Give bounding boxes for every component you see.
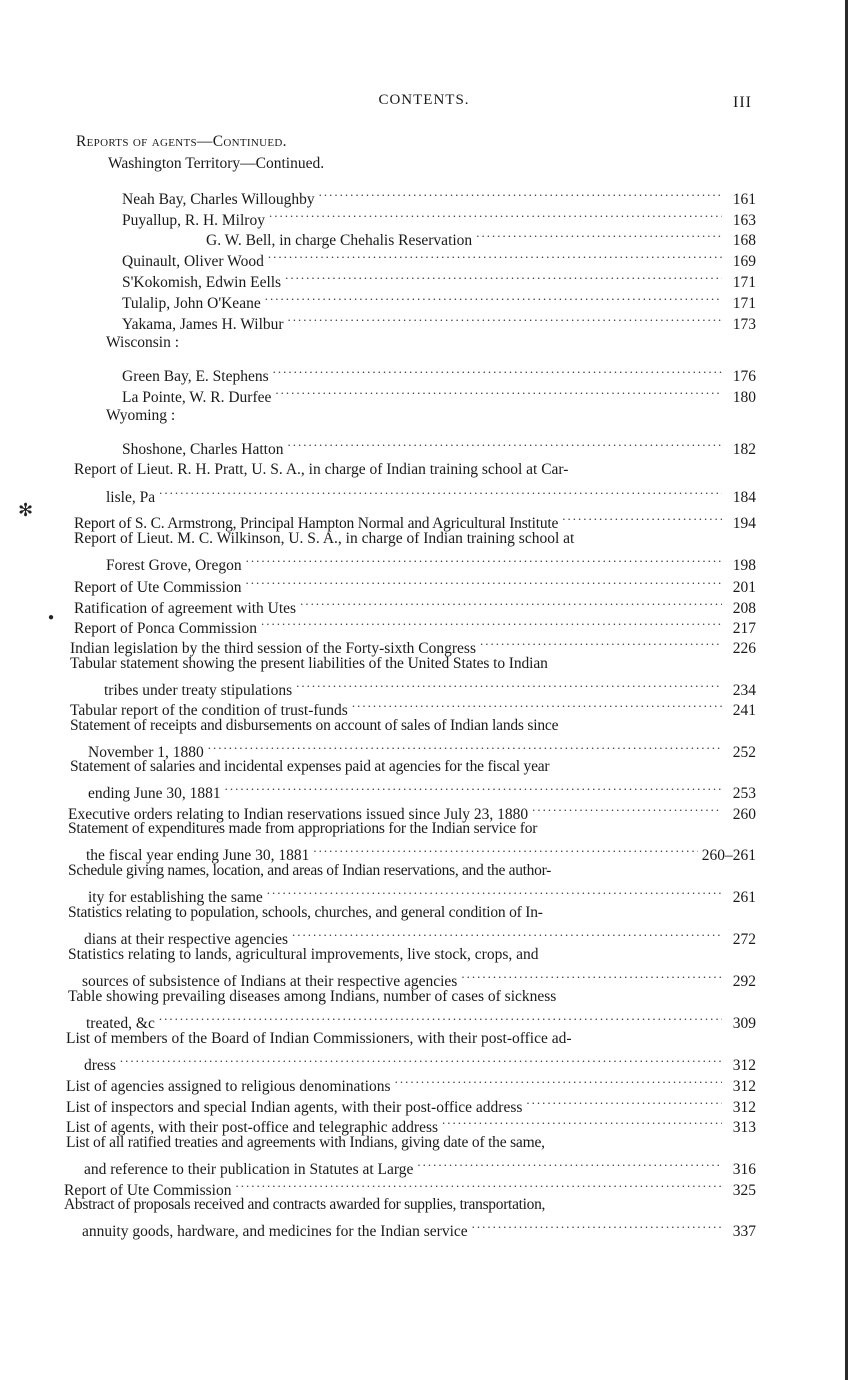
leader-dots (245, 572, 722, 592)
entry-title-line1: Tabular statement showing the present liabilities of the United States to Indian (70, 655, 548, 672)
entry-page: 168 (732, 232, 756, 249)
entry-page: 325 (732, 1182, 756, 1199)
entry-title-line1: Report of Lieut. M. C. Wilkinson, U. S. A., in charge of Indian training school at (74, 530, 575, 547)
toc-entry[interactable] (106, 482, 756, 508)
entry-page: 180 (732, 389, 756, 406)
entry-title: dress (84, 1057, 116, 1074)
entry-page: 337 (732, 1223, 756, 1240)
entry-title-line1: List of members of the Board of Indian Commissioners, with their post-office ad- (66, 1030, 572, 1047)
entry-page: 316 (732, 1161, 756, 1178)
leader-dots (268, 246, 722, 266)
entry-title: dians at their respective agencies (84, 931, 288, 948)
entry-title: Report of S. C. Armstrong, Principal Hampton Normal and Agricultural Institute (74, 515, 559, 532)
entry-title: Executive orders relating to Indian reservations issued since July 23, 1880 (68, 806, 529, 823)
leader-dots (532, 799, 722, 819)
entry-title: treated, &c (86, 1015, 155, 1032)
entry-page: 309 (732, 1015, 756, 1032)
entry-title: and reference to their publication in Statutes at Large (84, 1161, 414, 1178)
leader-dots (292, 924, 722, 944)
entry-page: 184 (732, 489, 756, 506)
entry-page: 161 (732, 191, 756, 208)
entry-page: 198 (732, 557, 756, 574)
leader-dots (208, 737, 722, 757)
entry-title: Report of Ute Commission (64, 1182, 232, 1199)
entry-title-line1: Report of Lieut. R. H. Pratt, U. S. A., in charge of Indian training school at Car- (74, 461, 569, 478)
toc-entry[interactable] (122, 309, 756, 335)
entry-title-line1: Statement of receipts and disbursements on account of sales of Indian lands since (70, 717, 559, 734)
leader-dots (267, 882, 722, 902)
entry-title: sources of subsistence of Indians at their respective agencies (82, 973, 458, 990)
entry-page: 313 (732, 1119, 756, 1136)
entry-page: 272 (732, 931, 756, 948)
entry-page: 312 (732, 1078, 756, 1095)
entry-title: La Pointe, W. R. Durfee (122, 389, 272, 406)
entry-title: annuity goods, hardware, and medicines for the Indian service (82, 1223, 468, 1240)
entry-title: Indian legislation by the third session of the Forty-sixth Congress (70, 640, 476, 657)
entry-title: List of agents, with their post-office and telegraphic address (66, 1119, 439, 1136)
leader-dots (273, 361, 722, 381)
leader-dots (296, 675, 722, 695)
leader-dots (159, 1008, 722, 1028)
subsection-heading-wisconsin: Wisconsin : (106, 334, 179, 351)
leader-dots (442, 1112, 722, 1132)
entry-title: ending June 30, 1881 (88, 785, 221, 802)
entry-page: 194 (732, 515, 756, 532)
leader-dots (225, 778, 722, 798)
subsection-heading-wyoming: Wyoming : (106, 407, 176, 424)
entry-page: 201 (732, 579, 756, 596)
leader-dots (285, 267, 722, 287)
page-title: CONTENTS. (378, 92, 470, 108)
entry-title: ity for establishing the same (88, 889, 263, 906)
entry-title-line1: Statement of salaries and incidental expenses paid at agencies for the fiscal year (70, 758, 550, 775)
entry-page: 169 (732, 253, 756, 270)
entry-page: 312 (732, 1057, 756, 1074)
entry-page: 241 (732, 702, 756, 719)
leader-dots (120, 1050, 722, 1070)
entry-title: Yakama, James H. Wilbur (122, 316, 284, 333)
leader-dots (288, 309, 722, 329)
entry-page: 173 (732, 316, 756, 333)
entry-page: 260 (732, 806, 756, 823)
subsection-heading-washington: Washington Territory—Continued. (108, 155, 325, 172)
leader-dots (261, 613, 722, 633)
entry-title: Tulalip, John O'Keane (122, 295, 261, 312)
leader-dots (526, 1092, 722, 1112)
toc-entry[interactable] (122, 382, 756, 408)
entry-title-line1: Schedule giving names, location, and areas of Indian reservations, and the author- (68, 862, 551, 879)
leader-dots (269, 205, 722, 225)
toc-entry[interactable] (82, 1216, 756, 1242)
leader-dots (300, 593, 722, 613)
entry-page: 261 (732, 889, 756, 906)
leader-dots (235, 1175, 722, 1195)
entry-title-line1: Statistics relating to lands, agricultural improvements, live stock, crops, and (68, 946, 539, 963)
leader-dots (275, 382, 722, 402)
leader-dots (472, 1216, 722, 1236)
entry-title-line1: Table showing prevailing diseases among Indians, number of cases of sickness (68, 988, 557, 1005)
entry-title: S'Kokomish, Edwin Eells (122, 274, 282, 291)
entry-title: the fiscal year ending June 30, 1881 (86, 847, 310, 864)
leader-dots (265, 288, 722, 308)
leader-dots (352, 695, 722, 715)
leader-dots (319, 184, 722, 204)
page-number: III (733, 94, 752, 111)
entry-title: Shoshone, Charles Hatton (122, 441, 284, 458)
leader-dots (246, 550, 722, 570)
entry-title: November 1, 1880 (88, 744, 204, 761)
entry-page: 234 (732, 682, 756, 699)
entry-page: 163 (732, 212, 756, 229)
leader-dots (461, 966, 722, 986)
dot-mark: ● (48, 612, 55, 623)
entry-page: 226 (732, 640, 756, 657)
entry-title: Ratification of agreement with Utes (74, 600, 297, 617)
entry-title: Green Bay, E. Stephens (122, 368, 269, 385)
leader-dots (159, 482, 722, 502)
leader-dots (480, 633, 722, 653)
entry-page: 171 (732, 274, 756, 291)
entry-title: List of agencies assigned to religious denominations (66, 1078, 391, 1095)
leader-dots (562, 508, 722, 528)
toc-entry[interactable] (122, 434, 756, 460)
entry-page: 217 (732, 620, 756, 637)
ink-blot-mark: ✻ (18, 500, 34, 520)
entry-title: Report of Ute Commission (74, 579, 242, 596)
section-heading: Reports of agents—Continued. (76, 133, 287, 150)
entry-title: Report of Ponca Commission (74, 620, 257, 637)
entry-title: Quinault, Oliver Wood (122, 253, 264, 270)
leader-dots (476, 225, 722, 245)
entry-title: Neah Bay, Charles Willoughby (122, 191, 315, 208)
entry-title: G. W. Bell, in charge Chehalis Reservation (206, 232, 473, 249)
entry-title: Tabular report of the condition of trust-funds (70, 702, 348, 719)
leader-dots (287, 434, 722, 454)
entry-title: Forest Grove, Oregon (106, 557, 242, 574)
leader-dots (417, 1154, 722, 1174)
entry-page: 171 (732, 295, 756, 312)
entry-page: 260–261 (701, 847, 756, 864)
entry-title-line1: List of all ratified treaties and agreements with Indians, giving date of the same, (66, 1134, 545, 1151)
entry-title: List of inspectors and special Indian agents, with their post-office address (66, 1099, 523, 1116)
entry-page: 176 (732, 368, 756, 385)
entry-title-line1: Statistics relating to population, schools, churches, and general condition of In- (68, 904, 543, 921)
entry-title-line1: Abstract of proposals received and contracts awarded for supplies, transportation, (64, 1196, 546, 1213)
entry-title: lisle, Pa (106, 489, 156, 506)
leader-dots (313, 840, 697, 860)
entry-page: 312 (732, 1099, 756, 1116)
leader-dots (395, 1071, 722, 1091)
entry-title-line1: Statement of expenditures made from appropriations for the Indian service for (68, 820, 538, 837)
entry-page: 208 (732, 600, 756, 617)
entry-page: 292 (732, 973, 756, 990)
entry-page: 182 (732, 441, 756, 458)
entry-title: tribes under treaty stipulations (104, 682, 293, 699)
entry-page: 252 (732, 744, 756, 761)
entry-page: 253 (732, 785, 756, 802)
entry-title: Puyallup, R. H. Milroy (122, 212, 265, 229)
